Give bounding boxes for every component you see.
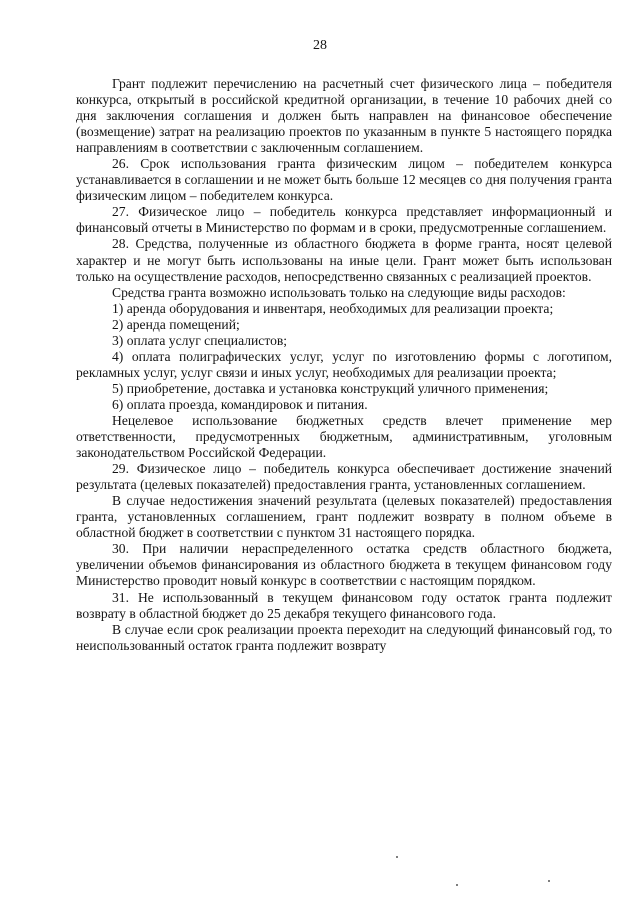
paragraph-31-remainder-return: 31. Не использованный в текущем финансовом году остаток гранта подлежит возврату в областной бюджет до 25 декабря текущего финансового года. (76, 589, 612, 621)
paragraph-26-grant-term: 26. Срок использования гранта физическим лицом – победителем конкурса устанавливается в соглашении и не может быть больше 12 месяцев со дня получения гранта физическим лицом – победителем конкурса. (76, 156, 612, 204)
document-body (76, 76, 612, 654)
scan-speck (456, 884, 458, 886)
paragraph-expense-types-intro: Средства гранта возможно использовать только на следующие виды расходов: (112, 284, 566, 300)
page-number: 28 (313, 38, 327, 53)
scan-speck (548, 880, 550, 882)
paragraph-30-new-contest: 30. При наличии нераспределенного остатка средств областного бюджета, увеличении объемов финансирования из областного бюджета в текущем финансовом году Министерство проводит новый конкурс в соответствии с настоящим порядком. (76, 541, 612, 589)
paragraph-misuse-liability: Нецелевое использование бюджетных средств влечет применение мер ответственности, предусмотренных бюджетным, административным, уголовным законодательством Российской Федерации. (76, 412, 612, 461)
list-item-travel-expenses: 6) оплата проезда, командировок и питания. (112, 396, 368, 412)
paragraph-results-not-achieved: В случае недостижения значений результата (целевых показателей) предоставления гранта, установленных соглашением, грант подлежит возврату в полном объеме в областной бюджет в соответствии с пунктом 31 настоящего порядка. (76, 493, 612, 541)
list-item-equipment-rent: 1) аренда оборудования и инвентаря, необходимых для реализации проекта; (112, 300, 554, 316)
paragraph-27-reports: 27. Физическое лицо – победитель конкурса представляет информационный и финансовый отчеты в Министерство по формам и в сроки, предусмотренные соглашением. (76, 204, 612, 236)
list-item-printing-services: 4) оплата полиграфических услуг, услуг по изготовлению формы с логотипом, рекламных услуг, услуг связи и иных услуг, необходимых для реализации проекта; (76, 348, 612, 380)
list-item-premises-rent: 2) аренда помещений; (112, 316, 240, 332)
paragraph-29-results: 29. Физическое лицо – победитель конкурса обеспечивает достижение значений результата (целевых показателей) предоставления гранта, установленных соглашением. (76, 461, 612, 493)
list-item-specialist-services: 3) оплата услуг специалистов; (112, 332, 288, 348)
paragraph-28-target-use: 28. Средства, полученные из областного бюджета в форме гранта, носят целевой характер и не могут быть использованы на иные цели. Грант может быть использован только на осуществление расходов, непосредственно связанных с реализацией проектов. (76, 236, 612, 284)
paragraph-grant-transfer: Грант подлежит перечислению на расчетный счет физического лица – победителя конкурса, открытый в российской кредитной организации, в течение 10 рабочих дней со дня заключения соглашения и должен быть направлен на финансовое обеспечение (возмещение) затрат на реализацию проектов по указанным в пункте 5 настоящего порядка направлениям в соответствии с заключенным соглашением. (76, 76, 612, 156)
scan-speck (396, 856, 398, 858)
paragraph-next-year-return: В случае если срок реализации проекта переходит на следующий финансовый год, то неиспользованный остаток гранта подлежит возврату (76, 621, 612, 653)
list-item-street-constructions: 5) приобретение, доставка и установка конструкций уличного применения; (112, 380, 549, 396)
